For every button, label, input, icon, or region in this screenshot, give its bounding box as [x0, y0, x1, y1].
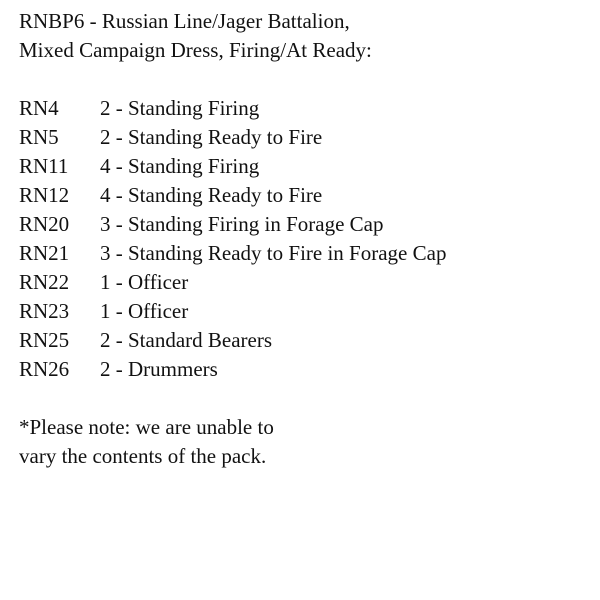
item-code: RN12 — [19, 183, 70, 207]
item-code: RN22 — [19, 270, 70, 294]
list-item — [19, 210, 589, 239]
pack-contents-list — [19, 94, 589, 384]
spacer — [19, 65, 589, 94]
item-description: 4 - Standing Firing — [100, 154, 260, 178]
item-code: RN25 — [19, 328, 70, 352]
list-item — [19, 181, 589, 210]
item-code: RN20 — [19, 212, 70, 236]
pack-description — [19, 7, 589, 471]
item-description: 3 - Standing Firing in Forage Cap — [100, 212, 384, 236]
item-description: 2 - Standard Bearers — [100, 328, 273, 352]
list-item — [19, 123, 589, 152]
note-line-2: vary the contents of the pack. — [19, 444, 267, 468]
spacer — [19, 384, 589, 413]
item-code: RN5 — [19, 125, 59, 149]
item-code: RN4 — [19, 96, 59, 120]
item-code: RN23 — [19, 299, 70, 323]
item-description: 2 - Standing Ready to Fire — [100, 125, 323, 149]
list-item — [19, 355, 589, 384]
item-description: 1 - Officer — [100, 270, 189, 294]
list-item — [19, 94, 589, 123]
list-item — [19, 326, 589, 355]
list-item — [19, 268, 589, 297]
item-description: 2 - Drummers — [100, 357, 218, 381]
item-code: RN21 — [19, 241, 70, 265]
item-description: 1 - Officer — [100, 299, 189, 323]
item-code: RN26 — [19, 357, 70, 381]
note-line-1: *Please note: we are unable to — [19, 415, 274, 439]
pack-title-line-1: RNBP6 - Russian Line/Jager Battalion, — [19, 9, 350, 33]
list-item — [19, 239, 589, 268]
item-description: 2 - Standing Firing — [100, 96, 260, 120]
item-code: RN11 — [19, 154, 69, 178]
list-item — [19, 152, 589, 181]
pack-title-line-2: Mixed Campaign Dress, Firing/At Ready: — [19, 38, 372, 62]
item-description: 4 - Standing Ready to Fire — [100, 183, 323, 207]
list-item — [19, 297, 589, 326]
item-description: 3 - Standing Ready to Fire in Forage Cap — [100, 241, 447, 265]
